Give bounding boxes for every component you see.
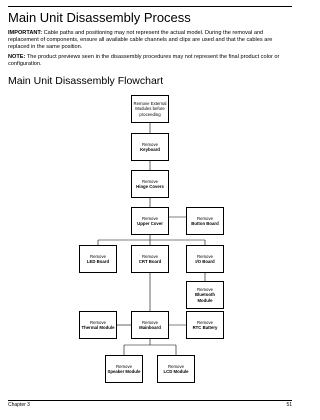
box-remove-hinge-covers-line1: Remove: [141, 178, 158, 184]
box-remove-upper-cover-line2: Upper Cover: [137, 221, 163, 226]
box-remove-io-board-line1: Remove: [196, 253, 213, 259]
box-remove-external-modules: [131, 95, 169, 123]
box-remove-keyboard-line1: Remove: [141, 141, 158, 147]
box-remove-speaker-module: [105, 355, 143, 383]
box-remove-crt-board-line1: Remove: [141, 253, 158, 259]
box-remove-rtc-battery-line2: RTC Battery: [192, 325, 218, 330]
important-text: Cable paths and positioning may not represent the actual model. During the removal and replacement of components, ensure all available cable channels and clips are used and that the cables are replaced in the same position.: [8, 30, 273, 50]
box-remove-bluetooth-module-line2: Bluetooth Module: [194, 292, 216, 303]
footer-page-number: 51: [286, 402, 292, 408]
box-remove-hinge-covers: [131, 170, 169, 198]
box-remove-button-board: [186, 207, 224, 235]
important-label: IMPORTANT:: [8, 30, 43, 36]
box-remove-mainboard-line1: Remove: [141, 319, 158, 325]
box-remove-button-board-line1: Remove: [196, 215, 213, 221]
box-remove-rtc-battery: [186, 311, 224, 339]
box-remove-mainboard-line2: Mainboard: [139, 325, 161, 330]
box-remove-upper-cover-line1: Remove: [141, 215, 158, 221]
note-label: NOTE:: [8, 54, 26, 60]
box-remove-io-board-line2: I/O Board: [195, 259, 215, 264]
box-remove-thermal-module-line1: Remove: [89, 319, 106, 325]
footer-rule: [8, 400, 292, 401]
box-remove-crt-board-line2: CRT Board: [138, 259, 162, 264]
box-remove-thermal-module-line2: Thermal Module: [81, 325, 115, 330]
box-remove-led-board-line1: Remove: [89, 253, 106, 259]
box-remove-rtc-battery-line1: Remove: [196, 319, 213, 325]
page-title: Main Unit Disassembly Process: [8, 10, 191, 25]
footer-chapter: Chapter 3: [8, 402, 30, 408]
box-remove-external-modules-text: Remove External Modules before proceeding: [133, 101, 167, 117]
box-remove-lcd-module-line1: Remove: [167, 363, 184, 369]
box-remove-bluetooth-module: [186, 281, 224, 309]
box-remove-keyboard-line2: Keyboard: [140, 147, 160, 152]
box-remove-lcd-module: [157, 355, 195, 383]
box-remove-speaker-module-line1: Remove: [115, 363, 132, 369]
box-remove-thermal-module: [79, 311, 117, 339]
box-remove-bluetooth-module-line1: Remove: [196, 287, 213, 293]
box-remove-io-board: [186, 245, 224, 273]
box-remove-lcd-module-line2: LCD Module: [163, 369, 189, 374]
box-remove-button-board-line2: Button Board: [191, 221, 219, 226]
box-remove-hinge-covers-line2: Hinge Covers: [136, 184, 164, 189]
box-remove-speaker-module-line2: Speaker Module: [107, 369, 141, 374]
box-remove-led-board-line2: LED Board: [86, 259, 110, 264]
flowchart-title: Main Unit Disassembly Flowchart: [8, 75, 164, 87]
note-text: The product previews seen in the disassembly procedures may not represent the final product color or configuration.: [8, 54, 280, 67]
box-remove-mainboard: [131, 311, 169, 339]
box-remove-upper-cover: [131, 207, 169, 235]
box-remove-crt-board: [131, 245, 169, 273]
box-remove-keyboard: [131, 133, 169, 161]
box-remove-led-board: [79, 245, 117, 273]
